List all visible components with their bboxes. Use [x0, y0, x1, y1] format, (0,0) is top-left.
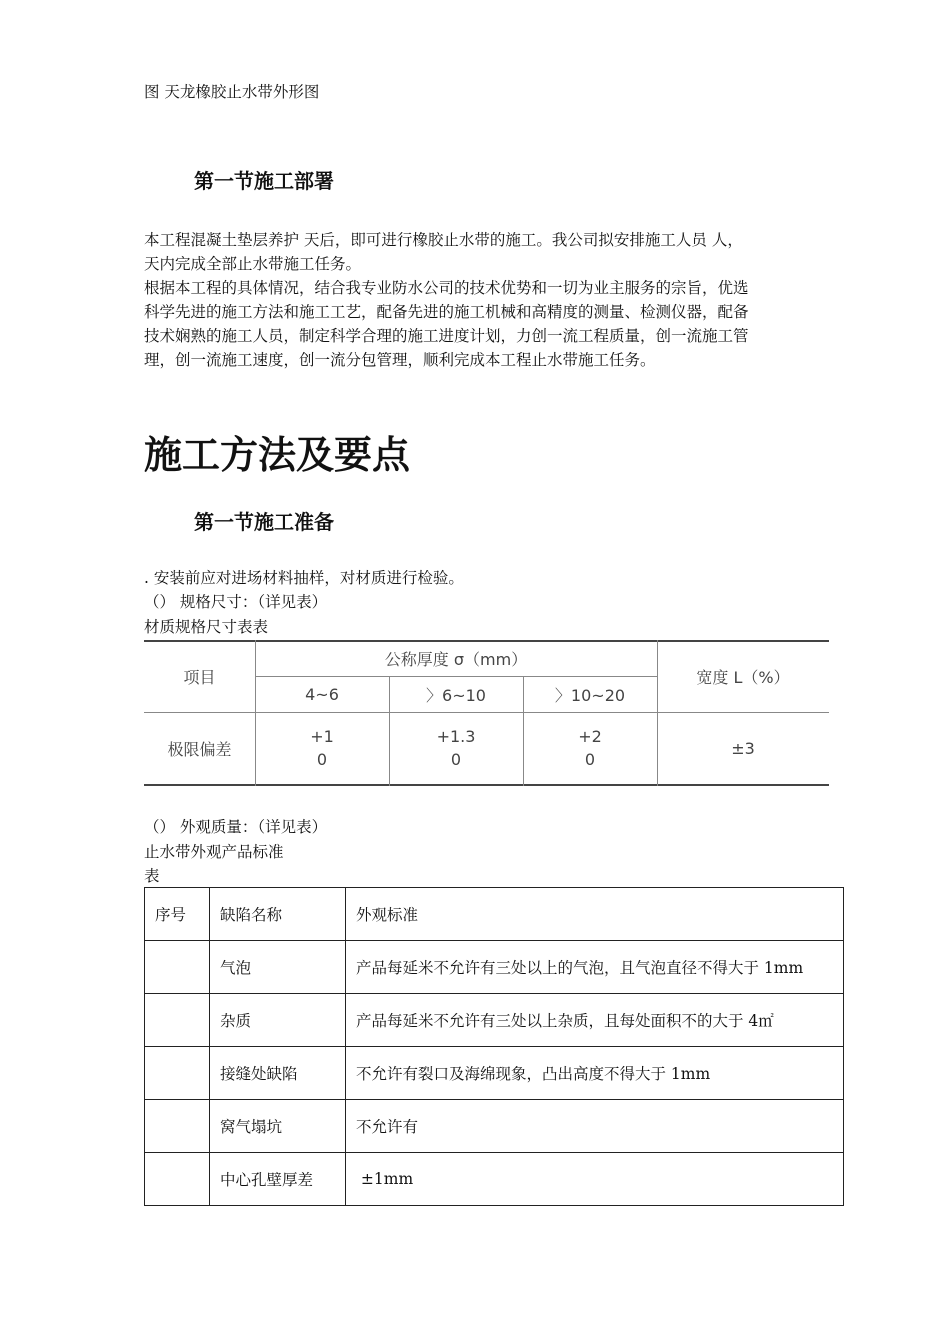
tolerance-upper: +1.3 — [436, 727, 476, 746]
appearance-standard: 不允许有 — [346, 1100, 844, 1153]
appearance-table-title: 止水带外观产品标准 — [144, 843, 284, 861]
tolerance-lower: 0 — [450, 750, 462, 769]
appearance-standard: 产品每延米不允许有三处以上杂质，且每处面积不的大于 4㎡ — [346, 994, 844, 1047]
spec-header-width: 宽度 L（%） — [696, 667, 790, 687]
spec-header-item: 项目 — [183, 667, 216, 687]
spec-table — [144, 640, 829, 786]
appearance-standard: 产品每延米不允许有三处以上的气泡，且气泡直径不得大于 1mm — [346, 941, 844, 994]
defect-name: 窝气塌坑 — [210, 1100, 346, 1153]
spec-tolerance — [523, 712, 657, 784]
paragraph-line: （） 规格尺寸：（详见表） — [144, 593, 328, 611]
table-row — [145, 994, 844, 1047]
paragraph-line: 技术娴熟的施工人员，制定科学合理的施工进度计划，力创一流工程质量，创一流施工管 — [144, 327, 749, 345]
spec-table-title: 材质规格尺寸表表 — [144, 618, 269, 636]
paragraph-line: 本工程混凝土垫层养护 天后，即可进行橡胶止水带的施工。我公司拟安排施工人员 人， — [144, 231, 743, 249]
appearance-standard: ±1mm — [346, 1153, 844, 1206]
figure-caption: 图 天龙橡胶止水带外形图 — [144, 83, 320, 101]
section-heading-deployment: 第一节施工部署 — [194, 169, 334, 193]
paragraph-line: 天内完成全部止水带施工任务。 — [144, 255, 362, 273]
spec-row-label: 极限偏差 — [167, 739, 232, 759]
tolerance-lower: 0 — [584, 750, 596, 769]
paragraph-line: （） 外观质量：（详见表） — [144, 818, 328, 836]
header-cell: 缺陷名称 — [210, 888, 346, 941]
header-cell: 外观标准 — [346, 888, 844, 941]
appearance-table — [144, 887, 844, 1206]
row-number — [145, 994, 210, 1047]
section-heading-preparation: 第一节施工准备 — [194, 510, 334, 534]
appearance-table-title-suffix: 表 — [144, 867, 160, 885]
spec-header-thickness: 公称厚度 σ（mm） — [384, 649, 528, 669]
table-row — [145, 1153, 844, 1206]
spec-tolerance — [389, 712, 523, 784]
paragraph-line: 根据本工程的具体情况，结合我专业防水公司的技术优势和一切为业主服务的宗旨，优选 — [144, 279, 749, 297]
chapter-title: 施工方法及要点 — [144, 433, 411, 477]
defect-name: 接缝处缺陷 — [210, 1047, 346, 1100]
defect-name: 气泡 — [210, 941, 346, 994]
table-row — [145, 941, 844, 994]
spec-range: 〉6~10 — [426, 685, 486, 705]
spec-width-tolerance: ±3 — [731, 738, 755, 758]
appearance-standard: 不允许有裂口及海绵现象，凸出高度不得大于 1mm — [346, 1047, 844, 1100]
row-number — [145, 1153, 210, 1206]
table-row — [145, 1047, 844, 1100]
paragraph-line: 理，创一流施工速度，创一流分包管理，顺利完成本工程止水带施工任务。 — [144, 351, 656, 369]
spec-tolerance — [255, 712, 389, 784]
defect-name: 杂质 — [210, 994, 346, 1047]
row-number — [145, 941, 210, 994]
paragraph-line: 科学先进的施工方法和施工工艺，配备先进的施工机械和高精度的测量、检测仪器，配备 — [144, 303, 749, 321]
table-header-row — [145, 888, 844, 941]
tolerance-upper: +2 — [578, 727, 602, 746]
paragraph-line: . 安装前应对进场材料抽样，对材质进行检验。 — [144, 569, 464, 587]
tolerance-upper: +1 — [310, 727, 334, 746]
row-number — [145, 1047, 210, 1100]
tolerance-lower: 0 — [316, 750, 328, 769]
spec-range: 〉10~20 — [554, 685, 626, 705]
spec-range: 4~6 — [305, 684, 339, 704]
defect-name: 中心孔壁厚差 — [210, 1153, 346, 1206]
header-cell: 序号 — [145, 888, 210, 941]
row-number — [145, 1100, 210, 1153]
table-row — [145, 1100, 844, 1153]
